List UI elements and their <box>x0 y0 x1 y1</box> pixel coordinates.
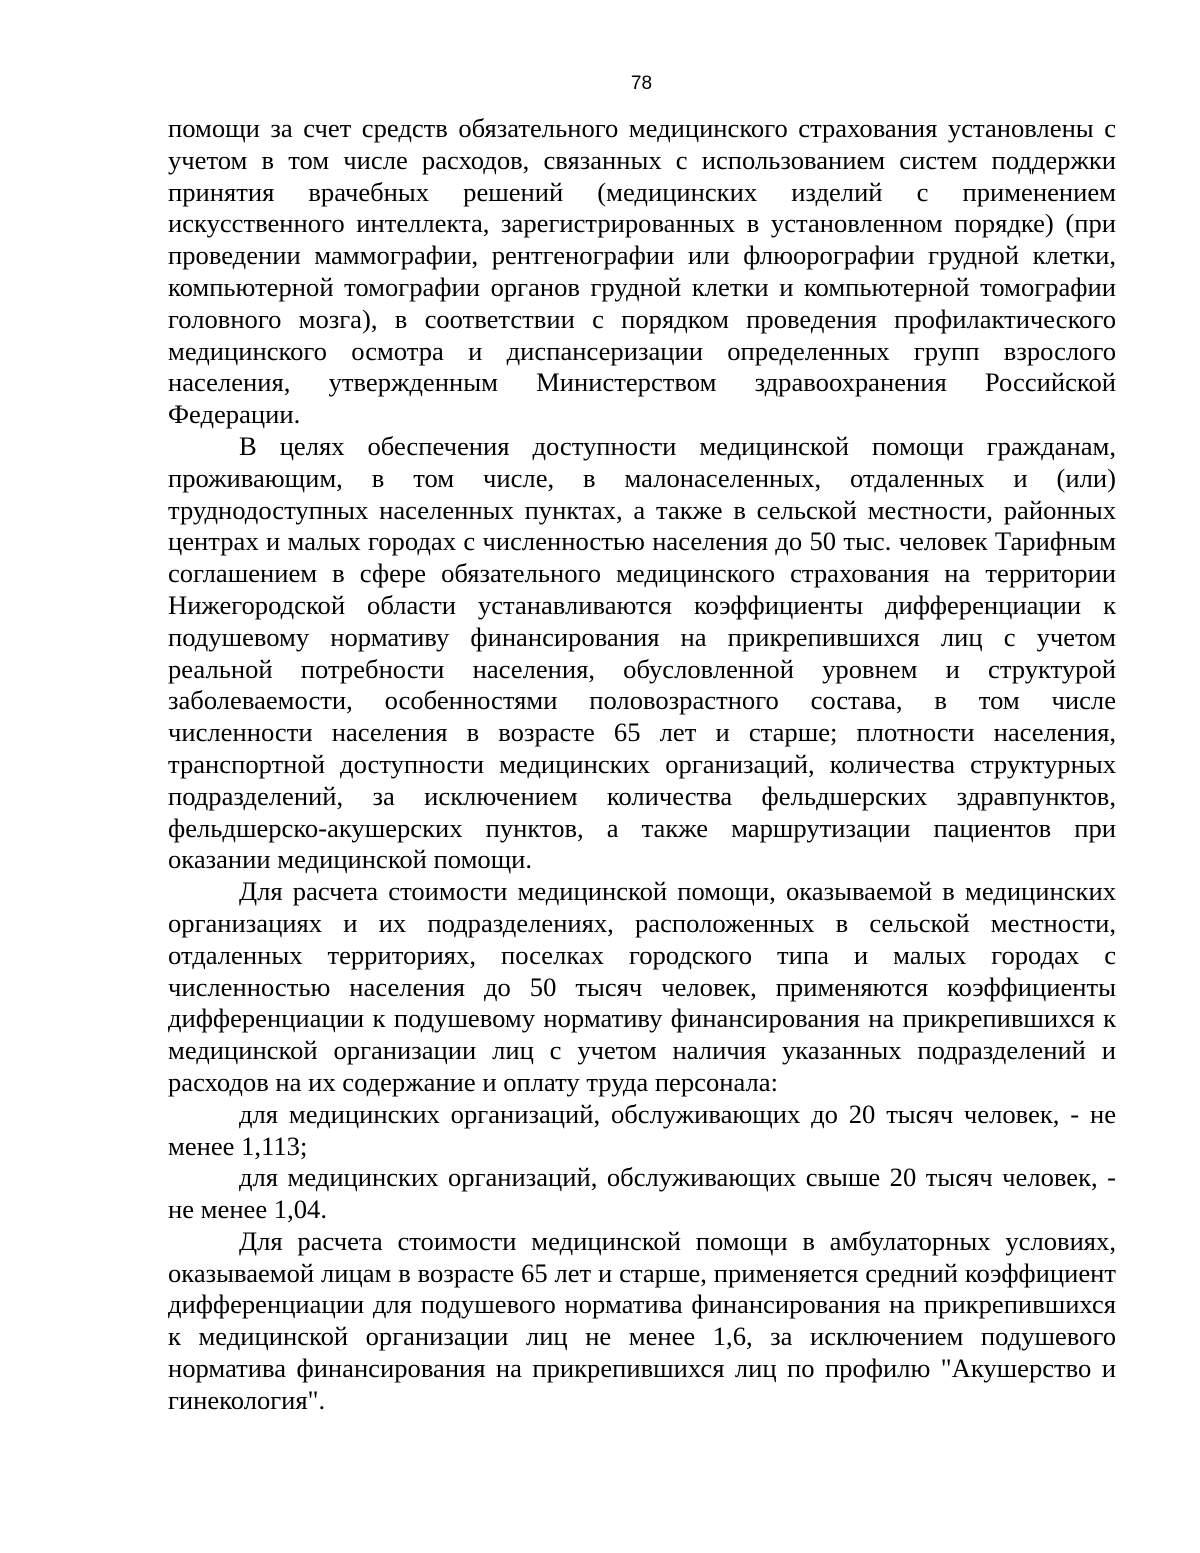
paragraph-coefficient-under-20k: для медицинских организаций, обслуживающих до 20 тысяч человек, - не менее 1,113; <box>168 1098 1116 1161</box>
page-number: 78 <box>630 73 653 94</box>
paragraph-continuation: помощи за счет средств обязательного медицинского страхования установлены с учетом в том числе расходов, связанных с использованием систем поддержки принятия врачебных решений (медицинских изделий с применением искусственного интеллекта, зарегистрированных в установленном порядке) (при проведении маммографии, рентгенографии или флюорографии грудной клетки, компьютерной томографии органов грудной клетки и компьютерной томографии головного мозга), в соответствии с порядком проведения профилактического медицинского осмотра и диспансеризации определенных групп взрослого населения, утвержденным Министерством здравоохранения Российской Федерации. <box>168 113 1116 430</box>
paragraph-coefficient-over-20k: для медицинских организаций, обслуживающих свыше 20 тысяч человек, - не менее 1,04. <box>168 1162 1116 1225</box>
document-body <box>168 113 1116 1417</box>
paragraph-elderly-coefficient: Для расчета стоимости медицинской помощи в амбулаторных условиях, оказываемой лицам в возрасте 65 лет и старше, применяется средний коэффициент дифференциации для подушевого норматива финансирования на прикрепившихся к медицинской организации лиц не менее 1,6, за исключением подушевого норматива финансирования на прикрепившихся лиц по профилю "Акушерство и гинекология". <box>168 1225 1116 1415</box>
paragraph-rural-coefficients: Для расчета стоимости медицинской помощи, оказываемой в медицинских организациях и их подразделениях, расположенных в сельской местности, отдаленных территориях, поселках городского типа и малых городах с численностью населения до 50 тысяч человек, применяются коэффициенты дифференциации к подушевому нормативу финансирования на прикрепившихся к медицинской организации лиц с учетом наличия указанных подразделений и расходов на их содержание и оплату труда персонала: <box>168 876 1116 1097</box>
paragraph-accessibility: В целях обеспечения доступности медицинской помощи гражданам, проживающим, в том числе, в малонаселенных, отдаленных и (или) труднодоступных населенных пунктах, а также в сельской местности, районных центрах и малых городах с численностью населения до 50 тыс. человек Тарифным соглашением в сфере обязательного медицинского страхования на территории Нижегородской области устанавливаются коэффициенты дифференциации к подушевому нормативу финансирования на прикрепившихся лиц с учетом реальной потребности населения, обусловленной уровнем и структурой заболеваемости, особенностями половозрастного состава, в том числе численности населения в возрасте 65 лет и старше; плотности населения, транспортной доступности медицинских организаций, количества структурных подразделений, за исключением количества фельдшерских здравпунктов, фельдшерско-акушерских пунктов, а также маршрутизации пациентов при оказании медицинской помощи. <box>168 430 1116 875</box>
